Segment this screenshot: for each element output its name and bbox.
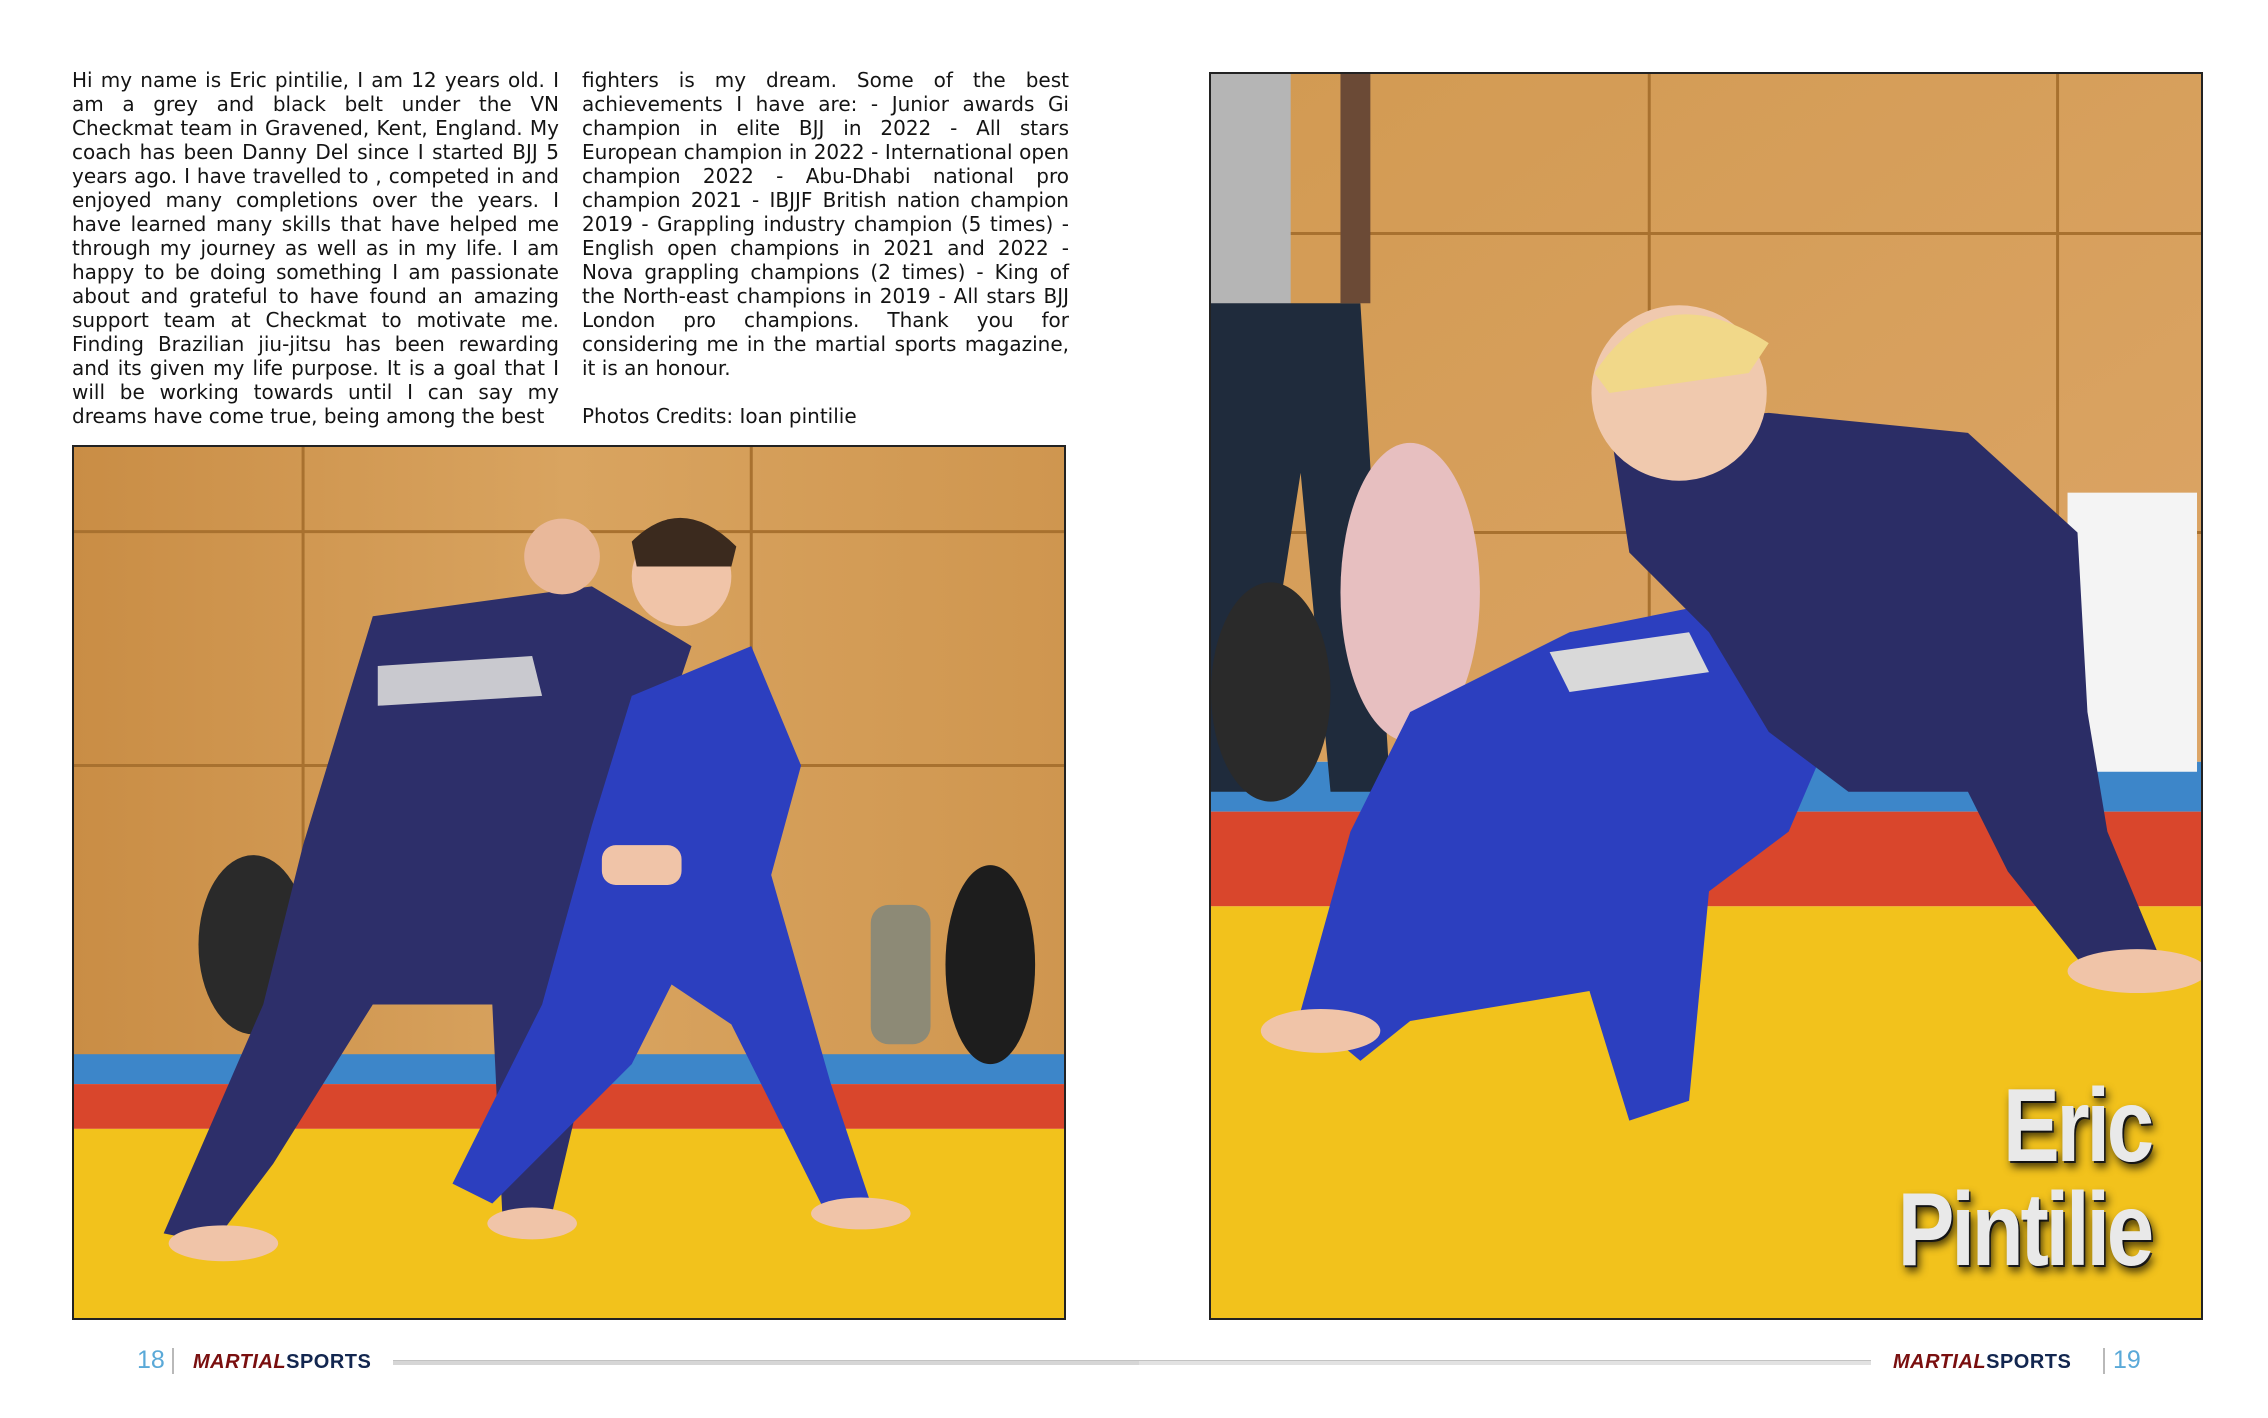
page-footer xyxy=(0,1340,2268,1390)
title-first-name: Eric xyxy=(2002,1068,2151,1184)
magazine-brand-right xyxy=(1893,1351,2071,1374)
footer-divider-right xyxy=(2103,1348,2105,1374)
article-column-1 xyxy=(72,68,559,452)
brand-sports-text: SPORTS xyxy=(1986,1351,2072,1373)
footer-rule-right xyxy=(1139,1360,1871,1365)
page-number-right: 19 xyxy=(2113,1346,2141,1374)
photo-left-illustration xyxy=(74,447,1064,1318)
page-number-left: 18 xyxy=(137,1346,165,1374)
article-column-2 xyxy=(582,68,1069,452)
photo-credits: Photos Credits: Ioan pintilie xyxy=(582,404,857,428)
brand-martial-text: MARTIAL xyxy=(193,1351,287,1373)
brand-martial-text: MARTIAL xyxy=(1893,1351,1987,1373)
brand-sports-text: SPORTS xyxy=(286,1351,372,1373)
bjj-match-photo-right xyxy=(1209,72,2203,1320)
article-intro-text: Hi my name is Eric pintilie, I am 12 years old. I am a grey and black belt under the VN Checkmat team in Gravened, Kent, England. My coach has been Danny Del since I started BJJ 5 years ago. I have travelled to , competed in and enjoyed many completions over the years. I have learned many skills that have helped me through my journey as well as in my life. I am happy to be doing something I am passionate about and grateful to have found an amazing support team at Checkmat to motivate me. Finding Brazilian jiu-jitsu has been rewarding and its given my life purpose. It is a goal that I will be working towards until I can say my dreams have come true, being among the best xyxy=(72,68,559,428)
footer-divider-left xyxy=(172,1348,174,1374)
article-title xyxy=(1897,1068,2151,1288)
magazine-brand-left xyxy=(193,1351,371,1374)
article-achievements-text: fighters is my dream. Some of the best achievements I have are: - Junior awards Gi champion in elite BJJ in 2022 - All stars European champion in 2022 - International open champion 2022 - Abu-Dhabi national pro champion 2021 - IBJJF British nation champion 2019 - Grappling industry champion (5 times) - English open champions in 2021 and 2022 - Nova grappling champions (2 times) - King of the North-east champions in 2019 - All stars BJJ London pro champions. Thank you for considering me in the martial sports magazine, it is an honour. xyxy=(582,68,1069,380)
footer-rule-left xyxy=(393,1360,1139,1365)
title-last-name: Pintilie xyxy=(1897,1172,2151,1288)
bjj-match-photo-left xyxy=(72,445,1066,1320)
